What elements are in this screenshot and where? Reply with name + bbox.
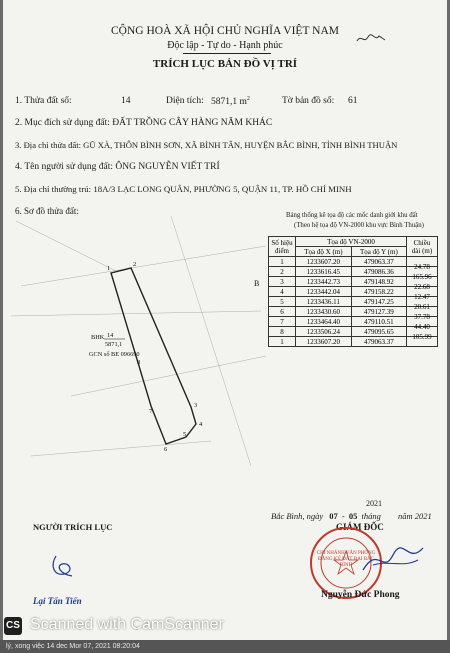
- vertex-7: 7: [149, 408, 153, 415]
- coordinate-table: [268, 236, 438, 347]
- date-line: Bắc Bình, ngày 07 - 05 tháng: [271, 511, 381, 521]
- cell-x: 1233607.20: [296, 337, 352, 347]
- col-group: Tọa độ VN-2000: [296, 237, 407, 247]
- parcel-number: 14: [121, 96, 131, 106]
- director-name: Nguyễn Đức Phong: [321, 590, 400, 600]
- cell-distance: 165.96: [407, 272, 438, 282]
- camscanner-logo-icon: CS: [4, 617, 22, 635]
- table-subcaption: (Theo hệ tọa độ VN-2000 khu vực Bình Thuận): [294, 222, 424, 229]
- cell-x: 1233616.45: [296, 267, 352, 277]
- cell-x: 1233436.11: [296, 297, 352, 307]
- cell-x: 1233430.60: [296, 307, 352, 317]
- area-label: Diện tích:: [166, 96, 204, 106]
- scanner-footer-text: lý, xong việc 14 dec Mor 07, 2021 08:20:04: [0, 640, 450, 653]
- vertex-1: 1: [107, 265, 111, 272]
- col-y: Tọa độ Y (m): [351, 247, 406, 257]
- map-sheet-label: Tờ bản đồ số:: [282, 96, 335, 106]
- cell-distance: 22.68: [407, 282, 438, 292]
- cell-y: 479148.92: [351, 277, 406, 287]
- parcel-labels: [89, 279, 259, 358]
- map-background-lines: [11, 216, 266, 466]
- cell-p: 6: [269, 307, 296, 317]
- col-point: Số hiệu điểm: [269, 237, 296, 257]
- label-b: B: [254, 279, 260, 288]
- cell-y: 479095.65: [351, 327, 406, 337]
- land-address: 3. Địa chỉ thửa đất: GŨ XÀ, THÔN BÌNH SƠN, XÃ BÌNH TÂN, HUYỆN BẮC BÌNH, TỈNH BÌNH THUẬN: [15, 140, 398, 150]
- cell-x: 1233464.40: [296, 317, 352, 327]
- parcel-sketch-map: [11, 216, 267, 474]
- motto: Độc lập - Tự do - Hạnh phúc: [167, 40, 283, 51]
- vertex-2: 2: [133, 261, 137, 268]
- col-distance: Chiều dài (m): [407, 237, 438, 257]
- vertex-5: 5: [183, 431, 187, 438]
- cell-p: 1: [269, 337, 296, 347]
- cell-distance: 44.40: [407, 322, 438, 332]
- label-bhk: BHK: [91, 334, 105, 341]
- label-area: 5871,1: [105, 341, 123, 348]
- doc-title: TRÍCH LỤC BẢN ĐỒ VỊ TRÍ: [152, 58, 298, 70]
- vertex-8: 8: [137, 359, 141, 366]
- extractor-title: NGƯỜI TRÍCH LỤC: [33, 522, 113, 532]
- cell-distance: 105.99: [407, 332, 438, 342]
- cell-x: 1233442.04: [296, 287, 352, 297]
- cell-distance: 24.78: [407, 262, 438, 272]
- motto-underline: [183, 53, 271, 54]
- table-caption: Bảng thống kê tọa độ các mốc danh giới khu đất: [286, 212, 418, 219]
- land-user: 4. Tên người sử dụng đất: ÔNG NGUYỄN VIẾT TRÍ: [15, 162, 220, 172]
- stamp-text: CHI NHÁNH VĂN PHÒNG ĐĂNG KÝ ĐẤT ĐAI BẮC BÌNH: [316, 551, 376, 568]
- table-row: [269, 257, 438, 267]
- camscanner-watermark: Scanned with CamScanner: [30, 616, 224, 633]
- cell-y: 479086.36: [351, 267, 406, 277]
- national-title: CỘNG HOÀ XÃ HỘI CHỦ NGHĨA VIỆT NAM: [111, 25, 339, 37]
- initial-signature-icon: [355, 32, 391, 46]
- residence-address: 5. Địa chỉ thường trú: 18A/3 LẠC LONG QUÂN, PHƯỜNG 5, QUẬN 11, TP. HỒ CHÍ MINH: [15, 184, 352, 194]
- cell-distance: 37.78: [407, 312, 438, 322]
- coordinate-rows: [269, 257, 438, 347]
- director-signature-icon: [358, 540, 428, 580]
- cell-y: 479147.25: [351, 297, 406, 307]
- parcel-label: 1. Thửa đất số:: [15, 96, 72, 106]
- cell-p: 1: [269, 257, 296, 267]
- cell-p: 7: [269, 317, 296, 327]
- map-sheet-number: 61: [348, 96, 358, 106]
- cell-p: 4: [269, 287, 296, 297]
- director-title: GIÁM ĐỐC: [336, 522, 384, 532]
- cell-y: 479063.37: [351, 257, 406, 267]
- sketch-label: 6. Sơ đồ thửa đất:: [15, 206, 79, 216]
- land-purpose: 2. Mục đích sử dụng đất: ĐẤT TRỒNG CÂY HÀNG NĂM KHÁC: [15, 118, 273, 128]
- cell-p: 5: [269, 297, 296, 307]
- cell-distance: 12.47: [407, 292, 438, 302]
- cell-p: 8: [269, 327, 296, 337]
- label-parcel: 14: [107, 332, 114, 339]
- document-page: [3, 0, 447, 640]
- cell-y: 479127.39: [351, 307, 406, 317]
- cell-distance: [407, 342, 438, 352]
- cell-distance: 20.61: [407, 302, 438, 312]
- cell-y: 479158.22: [351, 287, 406, 297]
- vertex-6: 6: [164, 446, 168, 453]
- label-gcn: GCN số BE 096690: [89, 351, 140, 358]
- vertex-4: 4: [199, 421, 203, 428]
- stamp-date-year: 2021: [366, 499, 382, 508]
- cell-p: 3: [269, 277, 296, 287]
- cell-y: 479063.37: [351, 337, 406, 347]
- cell-x: 1233442.73: [296, 277, 352, 287]
- col-x: Tọa độ X (m): [296, 247, 352, 257]
- extractor-name: Lại Tấn Tiến: [33, 596, 82, 606]
- date-year: năm 2021: [398, 511, 432, 521]
- area-value: 5871,1 $m^2$: [211, 96, 250, 108]
- cell-p: 2: [269, 267, 296, 277]
- extractor-signature-icon: [48, 552, 78, 580]
- cell-x: 1233607.20: [296, 257, 352, 267]
- cell-y: 479110.51: [351, 317, 406, 327]
- vertex-3: 3: [194, 402, 198, 409]
- cell-x: 1233506.24: [296, 327, 352, 337]
